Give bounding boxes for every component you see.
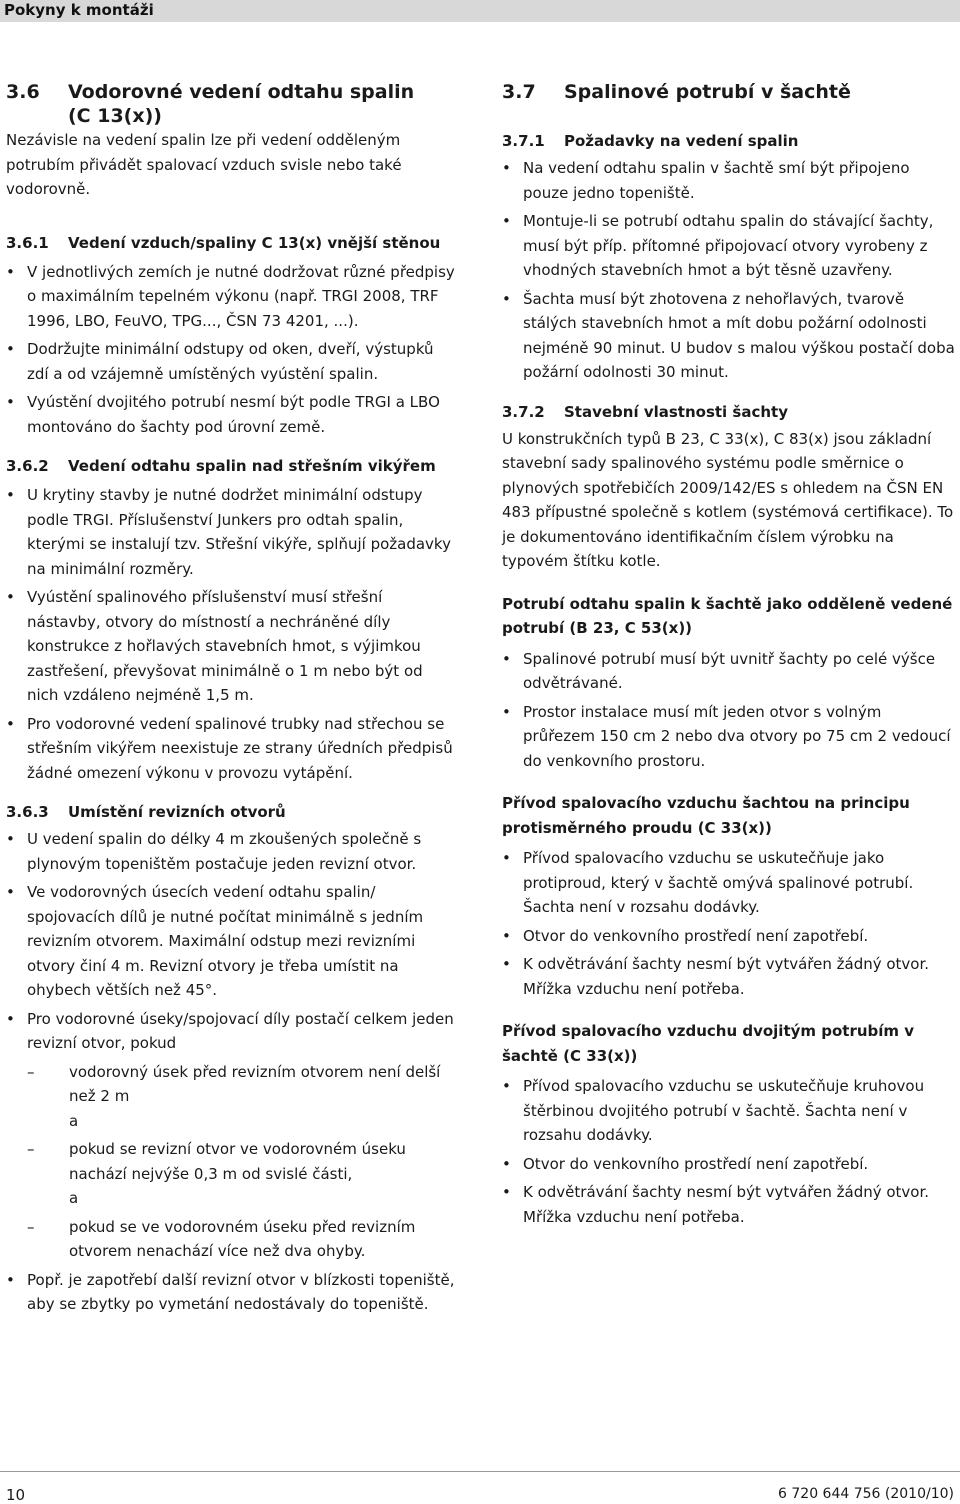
header-bar <box>0 0 960 22</box>
subsection-number: 3.6.3 <box>6 803 49 821</box>
document-number: 6 720 644 756 (2010/10) <box>778 1486 954 1502</box>
list-item: • Otvor do venkovního prostředí není zapotřebí. <box>502 924 958 949</box>
list-item: • Přívod spalovacího vzduchu se uskutečňuje kruhovou štěrbinou dvojitého potrubí v šachtě. Šachta není v rozsahu dodávky. <box>502 1074 958 1148</box>
dash-list <box>6 1215 458 1264</box>
bold-heading: Přívod spalovacího vzduchu dvojitým potrubím v šachtě (C 33(x)) <box>502 1022 915 1065</box>
list-item: • Vyústění spalinového příslušenství musí střešní nástavby, otvory do místností a nechráněné díly konstrukce z hořlavých stavebních hmot, s výjimkou zastřešení, převyšovat minimálně o 1 m nebo být od nich vzdáleno nejméně 1,5 m. <box>6 585 458 708</box>
header-title: Pokyny k montáži <box>4 1 154 19</box>
subsection-title: Stavební vlastnosti šachty <box>564 402 788 421</box>
footer-divider <box>0 1471 960 1472</box>
list-item: • Přívod spalovacího vzduchu se uskutečňuje jako protiproud, který v šachtě omývá spalinové potrubí. Šachta není v rozsahu dodávky. <box>502 846 958 920</box>
bullet-list <box>502 647 958 774</box>
section-heading <box>502 80 958 104</box>
paragraph: Nezávisle na vedení spalin lze při vedení odděleným potrubím přivádět spalovací vzduch svisle nebo také vodorovně. <box>6 131 402 198</box>
bullet-list <box>6 260 458 440</box>
bullet-list <box>502 1074 958 1229</box>
bullet-list <box>502 846 958 1001</box>
list-item: • Pro vodorovné vedení spalinové trubky nad střechou se střešním vikýřem neexistuje ze strany úředních předpisů žádné omezení výkonu v provozu vytápění. <box>6 712 458 786</box>
subsection-number: 3.6.2 <box>6 457 49 475</box>
bullet-list <box>502 156 958 385</box>
list-item: • Popř. je zapotřebí další revizní otvor v blízkosti topeniště, aby se zbytky po vymetání nedostávaly do topeniště. <box>6 1268 458 1317</box>
left-column <box>6 80 458 1317</box>
list-item: • Prostor instalace musí mít jeden otvor s volným průřezem 150 cm 2 nebo dva otvory po 75 cm 2 vedoucí do venkovního prostoru. <box>502 700 958 774</box>
section-title: Vodorovné vedení odtahu spalin <box>68 81 415 103</box>
dash-item: – vodorovný úsek před revizním otvorem není delší než 2 m <box>27 1060 458 1109</box>
list-item: • U vedení spalin do délky 4 m zkoušených společně s plynovým topeništěm postačuje jeden revizní otvor. <box>6 827 458 876</box>
section-heading <box>6 80 458 104</box>
list-item: • Otvor do venkovního prostředí není zapotřebí. <box>502 1152 958 1177</box>
section-title-cont: (C 13(x)) <box>68 105 162 127</box>
list-item: • Dodržujte minimální odstupy od oken, dveří, výstupků zdí a od vzájemně umístěných vyústění spalin. <box>6 337 458 386</box>
subsection-heading <box>502 130 958 152</box>
list-item: • K odvětrávání šachty nesmí být vytvářen žádný otvor. Mřížka vzduchu není potřeba. <box>502 952 958 1001</box>
dash-list <box>6 1060 458 1109</box>
bullet-list <box>6 827 458 1056</box>
list-item: • K odvětrávání šachty nesmí být vytvářen žádný otvor. Mřížka vzduchu není potřeba. <box>502 1180 958 1229</box>
list-item: • U krytiny stavby je nutné dodržet minimální odstupy podle TRGI. Příslušenství Junkers pro odtah spalin, kterými se instalují tzv. Střešní vikýře, splňují požadavky na minimální rozměry. <box>6 483 458 581</box>
list-item: • Ve vodorovných úsecích vedení odtahu spalin/ spojovacích dílů je nutné počítat minimálně s jedním revizním otvorem. Maximální odstup mezi revizními otvory činí 4 m. Revizní otvory je třeba umístit na ohybech větších než 45°. <box>6 880 458 1003</box>
conjunction: a <box>69 1111 79 1130</box>
dash-list <box>6 1137 458 1186</box>
section-title: Spalinové potrubí v šachtě <box>564 81 851 103</box>
section-number: 3.7 <box>502 81 536 103</box>
subsection-title: Vedení odtahu spalin nad střešním vikýřem <box>68 457 436 475</box>
subsection-title: Vedení vzduch/spaliny C 13(x) vnější stěnou <box>68 233 441 252</box>
list-item: • Spalinové potrubí musí být uvnitř šachty po celé výšce odvětrávané. <box>502 647 958 696</box>
paragraph: U konstrukčních typů B 23, C 33(x), C 83(x) jsou základní stavební sady spalinového systému podle směrnice o plynových spotřebičích 2009/142/ES s ohledem na ČSN EN 483 přípustné společně s kotlem (systémová certifikace). To je dokumentováno identifikačním číslem výrobku na typovém štítku kotle. <box>502 429 954 570</box>
subsection-number: 3.7.2 <box>502 402 545 421</box>
subsection-title: Požadavky na vedení spalin <box>564 132 799 150</box>
bullet-list <box>6 483 458 785</box>
subsection-heading <box>6 801 458 823</box>
bullet-list <box>6 1268 458 1317</box>
list-item: • Vyústění dvojitého potrubí nesmí být podle TRGI a LBO montováno do šachty pod úrovní země. <box>6 390 458 439</box>
dash-item: – pokud se ve vodorovném úseku před revizním otvorem nenachází více než dva ohyby. <box>27 1215 458 1264</box>
bold-heading: Přívod spalovacího vzduchu šachtou na principu protisměrného proudu (C 33(x)) <box>502 794 910 837</box>
subsection-title: Umístění revizních otvorů <box>68 803 286 821</box>
subsection-heading <box>6 455 458 477</box>
subsection-heading <box>6 232 458 254</box>
subsection-number: 3.7.1 <box>502 132 545 150</box>
section-number: 3.6 <box>6 81 40 103</box>
right-column <box>502 80 958 1229</box>
list-item: • Na vedení odtahu spalin v šachtě smí být připojeno pouze jedno topeniště. <box>502 156 958 205</box>
page-number: 10 <box>6 1486 26 1504</box>
conjunction: a <box>69 1189 79 1207</box>
list-item: • Pro vodorovné úseky/spojovací díly postačí celkem jeden revizní otvor, pokud <box>6 1007 458 1056</box>
list-item: • Šachta musí být zhotovena z nehořlavých, tvarově stálých stavebních hmot a mít dobu požární odolnosti nejméně 90 minut. U budov s malou výškou postačí doba požární odolnosti 30 minut. <box>502 287 958 385</box>
list-item: • Montuje-li se potrubí odtahu spalin do stávající šachty, musí být příp. přítomné připojovací otvory vyrobeny z vhodných stavebních hmot a být těsně uzavřeny. <box>502 209 958 283</box>
list-item: • V jednotlivých zemích je nutné dodržovat různé předpisy o maximálním tepelném výkonu (např. TRGI 2008, TRF 1996, LBO, FeuVO, TPG..., ČSN 73 4201, ...). <box>6 260 458 334</box>
subsection-heading <box>502 401 958 423</box>
bold-heading: Potrubí odtahu spalin k šachtě jako odděleně vedené potrubí (B 23, C 53(x)) <box>502 594 953 637</box>
subsection-number: 3.6.1 <box>6 233 49 252</box>
dash-item: – pokud se revizní otvor ve vodorovném úseku nachází nejvýše 0,3 m od svislé části, <box>27 1137 458 1186</box>
